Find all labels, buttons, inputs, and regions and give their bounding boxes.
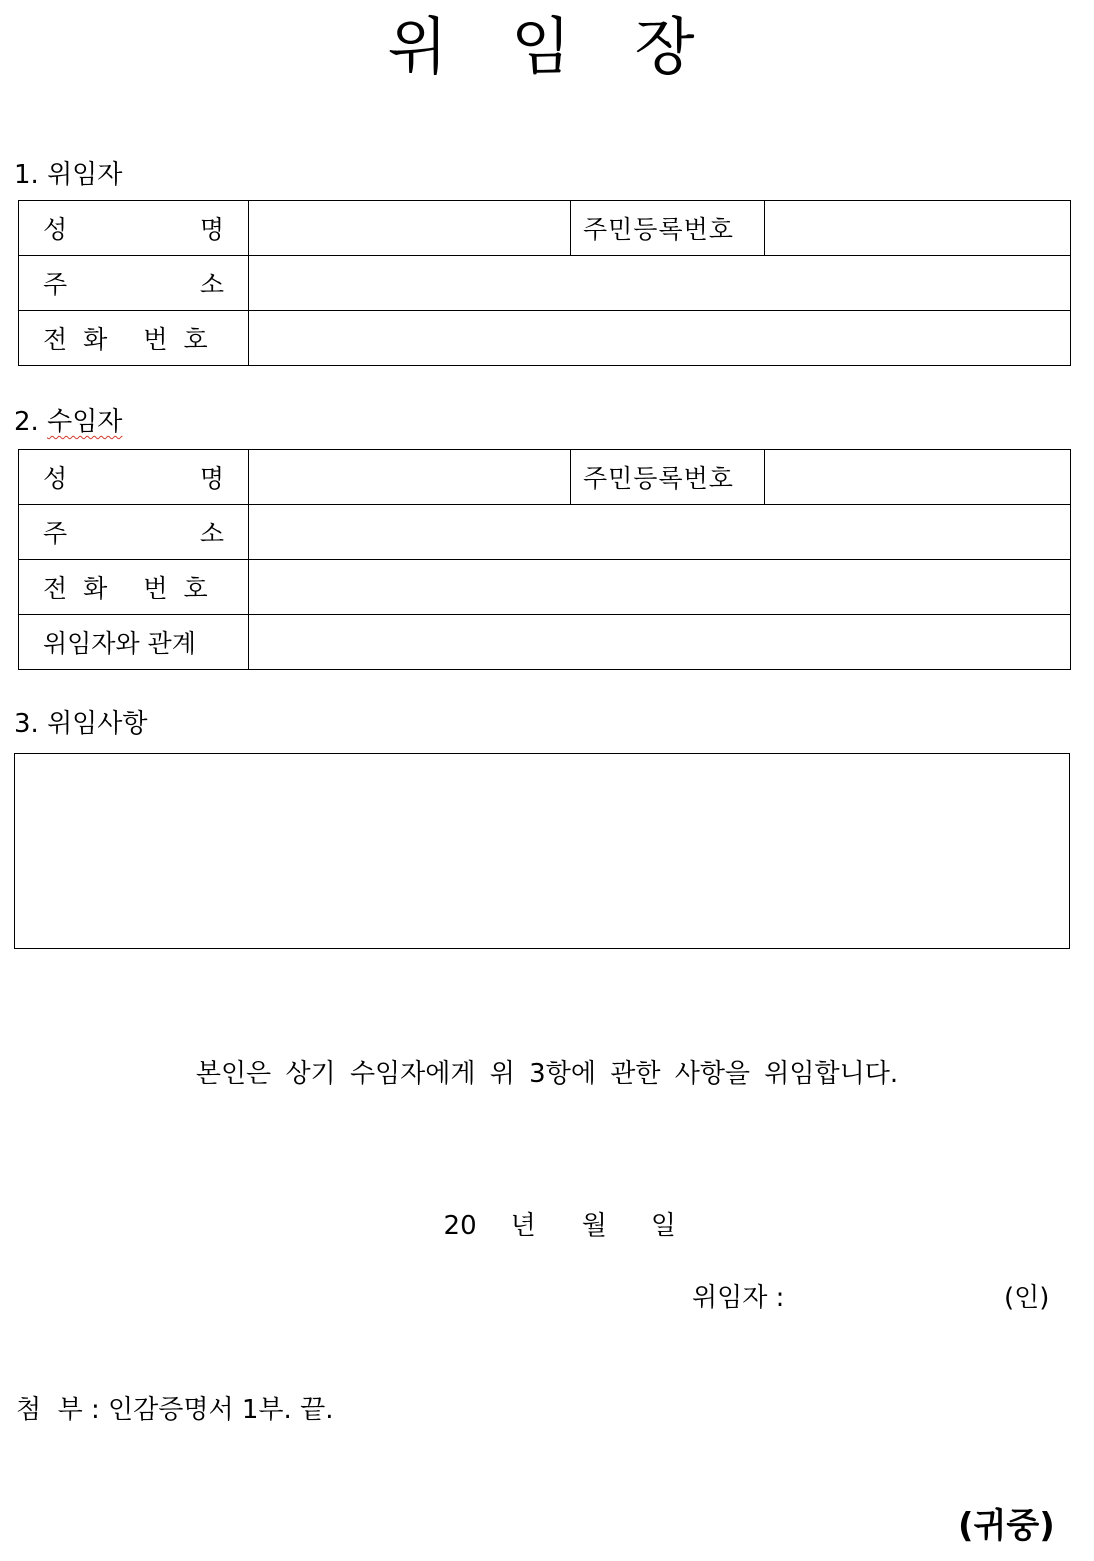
delegate-phone-label: 전 화 번 호 <box>19 560 249 615</box>
delegate-phone-row <box>19 560 1071 615</box>
delegator-table <box>18 200 1071 366</box>
delegate-relation-field[interactable] <box>249 615 1071 670</box>
delegate-name-row <box>19 450 1071 505</box>
delegate-name-field[interactable] <box>249 450 571 505</box>
seal-mark: (인) <box>1004 1283 1050 1313</box>
delegate-rrn-field[interactable] <box>765 450 1071 505</box>
date-month-unit: 월 <box>581 1211 607 1241</box>
date-year-prefix: 20 <box>443 1211 477 1241</box>
date-year-unit: 년 <box>510 1211 536 1241</box>
delegate-address-row <box>19 505 1071 560</box>
date-line <box>427 1166 676 1246</box>
delegate-relation-row <box>19 615 1071 670</box>
delegated-matters-box[interactable] <box>14 753 1070 949</box>
delegation-statement: 본인은 상기 수임자에게 위 3항에 관한 사항을 위임합니다. <box>195 1059 899 1089</box>
section-3-heading: 3. 위임사항 <box>14 709 148 739</box>
delegator-phone-label: 전 화 번 호 <box>19 311 249 366</box>
delegator-name-label: 성 명 <box>19 201 249 256</box>
delegate-relation-label: 위임자와 관계 <box>19 615 249 670</box>
spellcheck-underlined-word: 수임자 <box>47 407 123 437</box>
section-2-heading: 2. 수임자 <box>14 407 123 437</box>
delegator-address-field[interactable] <box>249 256 1071 311</box>
delegate-address-label: 주 소 <box>19 505 249 560</box>
delegator-address-row <box>19 256 1071 311</box>
recipient-closing: (귀중) <box>958 1506 1055 1546</box>
delegate-phone-field[interactable] <box>249 560 1071 615</box>
delegator-rrn-field[interactable] <box>765 201 1071 256</box>
delegate-name-label: 성 명 <box>19 450 249 505</box>
delegator-rrn-label: 주민등록번호 <box>571 201 765 256</box>
delegate-address-field[interactable] <box>249 505 1071 560</box>
section-1-heading: 1. 위임자 <box>14 160 123 190</box>
delegate-rrn-label: 주민등록번호 <box>571 450 765 505</box>
delegator-phone-field[interactable] <box>249 311 1071 366</box>
delegator-name-row <box>19 201 1071 256</box>
delegate-table <box>18 449 1071 670</box>
signature-label: 위임자 : <box>692 1283 785 1313</box>
attachment-note: 첨 부 : 인감증명서 1부. 끝. <box>16 1395 334 1425</box>
delegator-phone-row <box>19 311 1071 366</box>
delegator-address-label: 주 소 <box>19 256 249 311</box>
delegator-name-field[interactable] <box>249 201 571 256</box>
document-title: 위 임 장 <box>387 10 717 83</box>
date-day-unit: 일 <box>650 1211 676 1241</box>
